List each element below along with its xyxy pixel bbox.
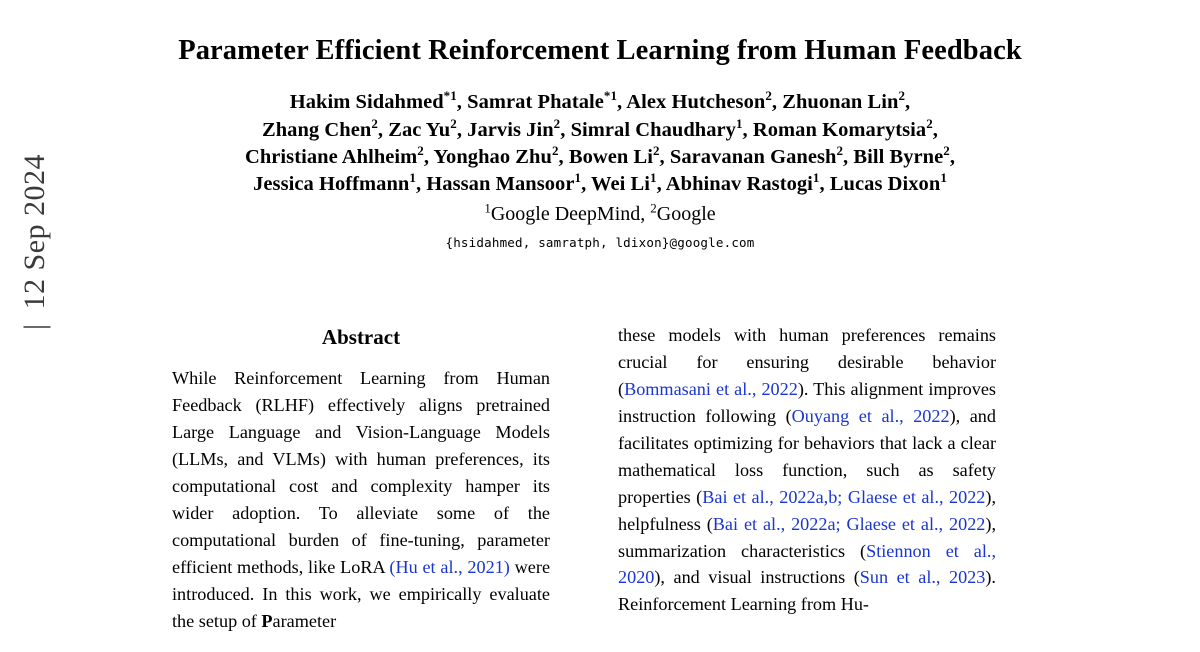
body-columns bbox=[0, 322, 1200, 652]
arxiv-date-stamp bbox=[18, 30, 52, 330]
body-text: ), summarization characteristics ( bbox=[618, 513, 996, 561]
body-text: these models with human preferences remains crucial for ensuring desirable behavior ( bbox=[618, 325, 996, 399]
author-line: Christiane Ahlheim$^2$, Yonghao Zhu$^2$, Bowen Li$^2$, Saravanan Ganesh$^2$, Bill Byrne$^2$, bbox=[244, 143, 956, 168]
title-block bbox=[110, 34, 1090, 250]
author-line: Jessica Hoffmann$^1$, Hassan Mansoor$^1$, Wei Li$^1$, Abhinav Rastogi$^1$, Lucas Dixon$^1$ bbox=[253, 170, 947, 196]
stamp-bar: | bbox=[18, 323, 51, 330]
body-text: ), and facilitates optimizing for behaviors that lack a clear mathematical loss function, such as safety properties ( bbox=[618, 405, 996, 507]
body-text: ), helpfulness ( bbox=[618, 486, 997, 534]
affiliation-list: $^1$Google DeepMind, $^2$Google bbox=[484, 200, 716, 226]
citation-link[interactable]: Bai et al., 2022a,b; Glaese et al., 2022 bbox=[702, 486, 986, 507]
author-line: Hakim Sidahmed$^{*1}$, Samrat Phatale$^{*1}$, Alex Hutcheson$^2$, Zhuonan Lin$^2$, bbox=[289, 88, 911, 114]
contact-emails: {hsidahmed, samratph, ldixon}@google.com bbox=[445, 235, 755, 251]
page-title: Parameter Efficient Reinforcement Learning from Human Feedback bbox=[178, 35, 1022, 66]
citation-link[interactable]: Bommasani et al., 2022 bbox=[624, 378, 798, 399]
citation-link[interactable]: Bai et al., 2022a; Glaese et al., 2022 bbox=[712, 513, 986, 534]
citation-link[interactable]: Sun et al., 2023 bbox=[859, 567, 986, 588]
body-text: ), and visual instructions ( bbox=[654, 567, 860, 588]
body-text: ). Reinforcement Learning from Hu- bbox=[618, 567, 996, 615]
stamp-date: 12 Sep 2024 bbox=[18, 153, 51, 310]
abstract-heading: Abstract bbox=[321, 325, 401, 349]
abstract-column bbox=[172, 322, 550, 634]
body-text: arameter bbox=[272, 610, 337, 631]
citation-link[interactable]: Ouyang et al., 2022 bbox=[791, 405, 950, 426]
introduction-column bbox=[618, 322, 996, 618]
introduction-text bbox=[618, 322, 996, 618]
abstract-text bbox=[172, 365, 550, 634]
author-line: Zhang Chen$^2$, Zac Yu$^2$, Jarvis Jin$^2$, Simral Chaudhary$^1$, Roman Komarytsia$^2$, bbox=[262, 115, 938, 141]
body-text: ). This alignment improves instruction following ( bbox=[618, 378, 997, 426]
author-list bbox=[110, 89, 1090, 198]
citation-link[interactable]: Stiennon et al., 2020 bbox=[618, 540, 997, 588]
body-text: were introduced. In this work, we empirically evaluate the setup of bbox=[172, 556, 551, 631]
citation-link[interactable]: (Hu et al., 2021) bbox=[389, 556, 510, 577]
emphasis-text: P bbox=[261, 610, 273, 631]
body-text: While Reinforcement Learning from Human Feedback (RLHF) effectively aligns pretrained Large Language and Vision-Language Models (LLMs, and VLMs) with human preferences, its computational cost and complexity hamper its wider adoption. To alleviate some of the computational burden of fine-tuning, parameter efficient methods, like LoRA bbox=[172, 368, 550, 577]
